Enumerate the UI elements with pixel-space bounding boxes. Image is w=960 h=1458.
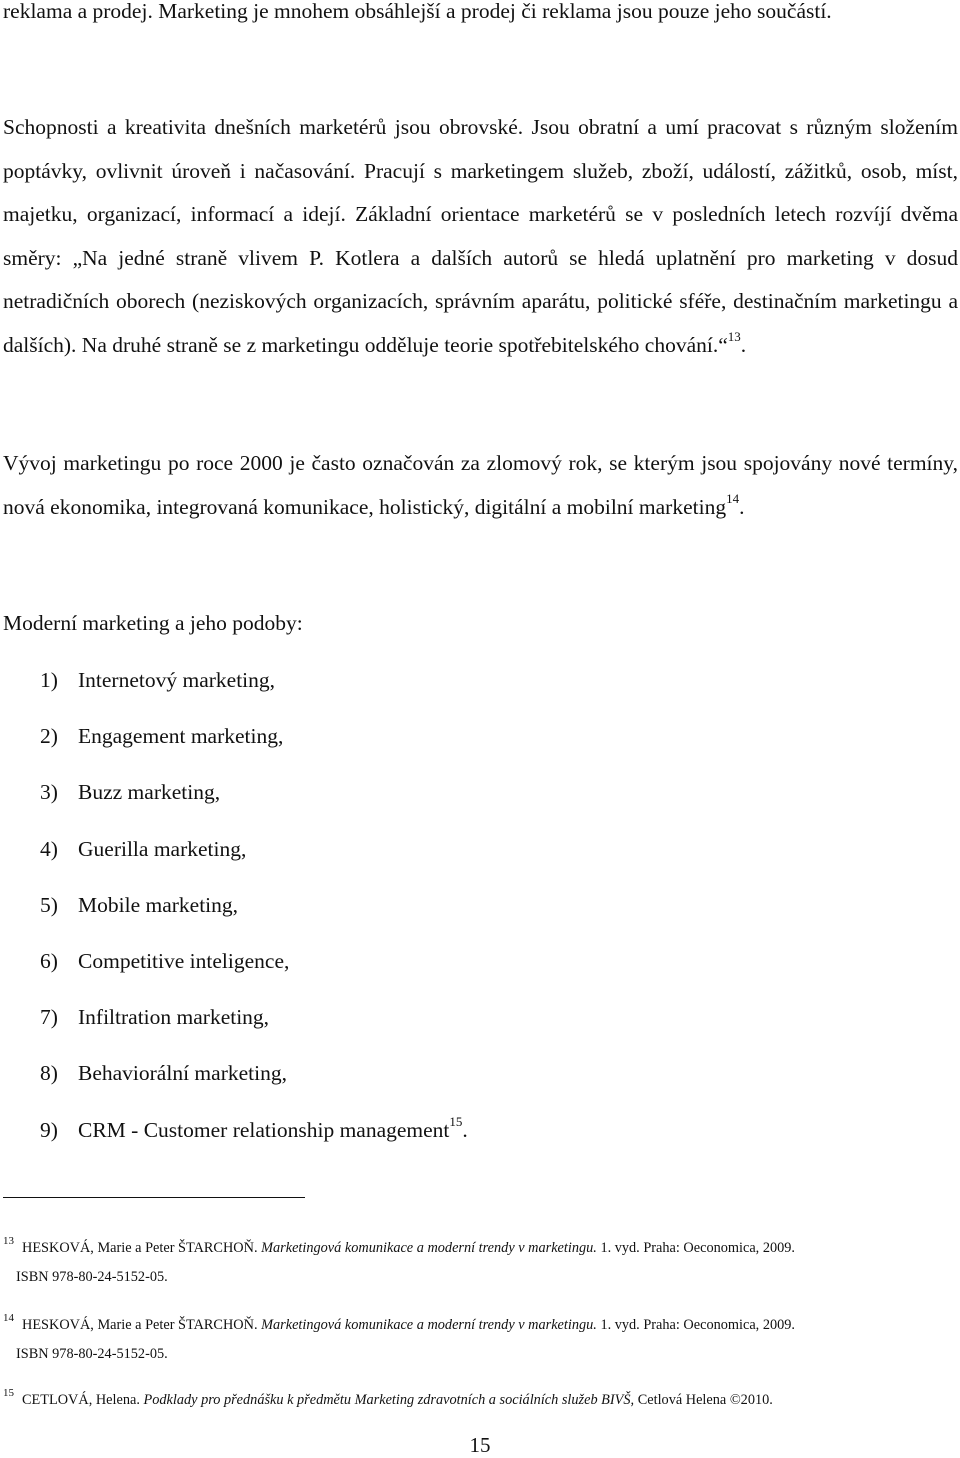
list-text: Infiltration marketing, bbox=[78, 1005, 270, 1030]
list-number: 1) bbox=[40, 668, 58, 692]
list-item bbox=[40, 825, 468, 881]
paragraph-intro-continuation bbox=[3, 0, 958, 34]
footnote-authors: HESKOVÁ, Marie a Peter ŠTARCHOŇ. bbox=[22, 1240, 258, 1256]
list-end: . bbox=[462, 1117, 468, 1142]
paragraph-text: Vývoj marketingu po roce 2000 je často označován za zlomový rok, se kterým jsou spojovány nové termíny, nová ekonomika, integrovaná komunikace, holistický, digitální a mobilní marketing bbox=[3, 451, 958, 519]
footnote-publisher: Cetlová Helena ©2010. bbox=[637, 1392, 773, 1408]
footnote-title: Marketingová komunikace a moderní trendy v marketingu. bbox=[261, 1317, 597, 1333]
list-text: Guerilla marketing, bbox=[78, 836, 247, 861]
list-number: 8) bbox=[40, 1061, 58, 1086]
list-number: 5) bbox=[40, 892, 58, 917]
list-number: 9) bbox=[40, 1117, 58, 1142]
footnote-authors: HESKOVÁ, Marie a Peter ŠTARCHOŇ. bbox=[22, 1317, 258, 1333]
footnote-publisher: 1. vyd. Praha: Oeconomica, 2009. bbox=[600, 1240, 795, 1256]
paragraph-text: Schopnosti a kreativita dnešních marketérů jsou obrovské. Jsou obratní a umí pracovat s různým složením poptávky, ovlivnit úroveň i načasování. Pracují s marketingem služeb, zboží, událostí, zážitků, osob, míst, majetku, organizací, informací a idejí. Základní orientace marketérů se v posledních letech rozvíjí dvěma směry: „Na jedné straně vlivem P. Kotlera a dalších autorů se hledá uplatnění pro marketing v dosud netradičních oborech (neziskových organizacích, správním aparátu, politické sféře, destinačním marketingu a dalších). Na druhé straně se z marketingu odděluje teorie spotřebitelského chování.“ bbox=[3, 115, 958, 357]
list-number: 4) bbox=[40, 836, 58, 861]
list-item bbox=[40, 937, 468, 993]
list-text: Engagement marketing, bbox=[78, 724, 284, 749]
footnote-authors: CETLOVÁ, Helena. bbox=[22, 1392, 140, 1408]
paragraph-text: reklama a prodej. Marketing je mnohem obsáhlejší a prodej či reklama jsou pouze jeho součástí. bbox=[3, 0, 832, 23]
list-item bbox=[40, 993, 468, 1049]
footnote-15 bbox=[3, 1386, 958, 1415]
footnote-number: 13 bbox=[3, 1235, 14, 1247]
footnote-reference[interactable]: 14 bbox=[726, 491, 740, 507]
list-number: 7) bbox=[40, 1005, 58, 1030]
paragraph-marketers bbox=[3, 106, 958, 367]
paragraph-list-intro bbox=[3, 602, 958, 646]
footnote-number: 14 bbox=[3, 1312, 14, 1324]
list-text: Behaviorální marketing, bbox=[78, 1061, 287, 1086]
paragraph-development bbox=[3, 442, 958, 529]
footnote-14 bbox=[3, 1311, 958, 1368]
footnote-13 bbox=[3, 1234, 958, 1291]
footnote-isbn: ISBN 978-80-24-5152-05. bbox=[16, 1346, 168, 1362]
list-number: 2) bbox=[40, 724, 58, 749]
list-item bbox=[40, 1049, 468, 1105]
list-item bbox=[40, 1106, 468, 1162]
list-text: CRM - Customer relationship management bbox=[78, 1117, 450, 1142]
footnote-title: Podklady pro přednášku k předmětu Marketing zdravotních a sociálních služeb BIVŠ, bbox=[143, 1392, 635, 1408]
footnote-publisher: 1. vyd. Praha: Oeconomica, 2009. bbox=[600, 1317, 795, 1333]
list-text: Internetový marketing, bbox=[78, 668, 276, 692]
footnote-number: 15 bbox=[3, 1387, 14, 1399]
footnote-title: Marketingová komunikace a moderní trendy v marketingu. bbox=[261, 1240, 597, 1256]
list-item bbox=[40, 712, 468, 768]
page-number: 15 bbox=[469, 1433, 491, 1457]
list-text: Buzz marketing, bbox=[78, 780, 221, 805]
list-text: Competitive inteligence, bbox=[78, 948, 290, 973]
footnote-reference[interactable]: 13 bbox=[727, 329, 741, 345]
footnote-reference[interactable]: 15 bbox=[449, 1114, 463, 1130]
list-item bbox=[40, 881, 468, 937]
list-item bbox=[40, 768, 468, 824]
paragraph-text: Moderní marketing a jeho podoby: bbox=[3, 611, 303, 635]
footnote-isbn: ISBN 978-80-24-5152-05. bbox=[16, 1269, 168, 1285]
paragraph-end: . bbox=[740, 332, 747, 357]
list-text: Mobile marketing, bbox=[78, 892, 239, 917]
list-item bbox=[40, 656, 468, 712]
list-number: 3) bbox=[40, 780, 58, 805]
footnote-separator bbox=[3, 1197, 305, 1198]
paragraph-end: . bbox=[739, 494, 745, 519]
list-number: 6) bbox=[40, 948, 58, 973]
marketing-forms-list bbox=[40, 656, 468, 1162]
